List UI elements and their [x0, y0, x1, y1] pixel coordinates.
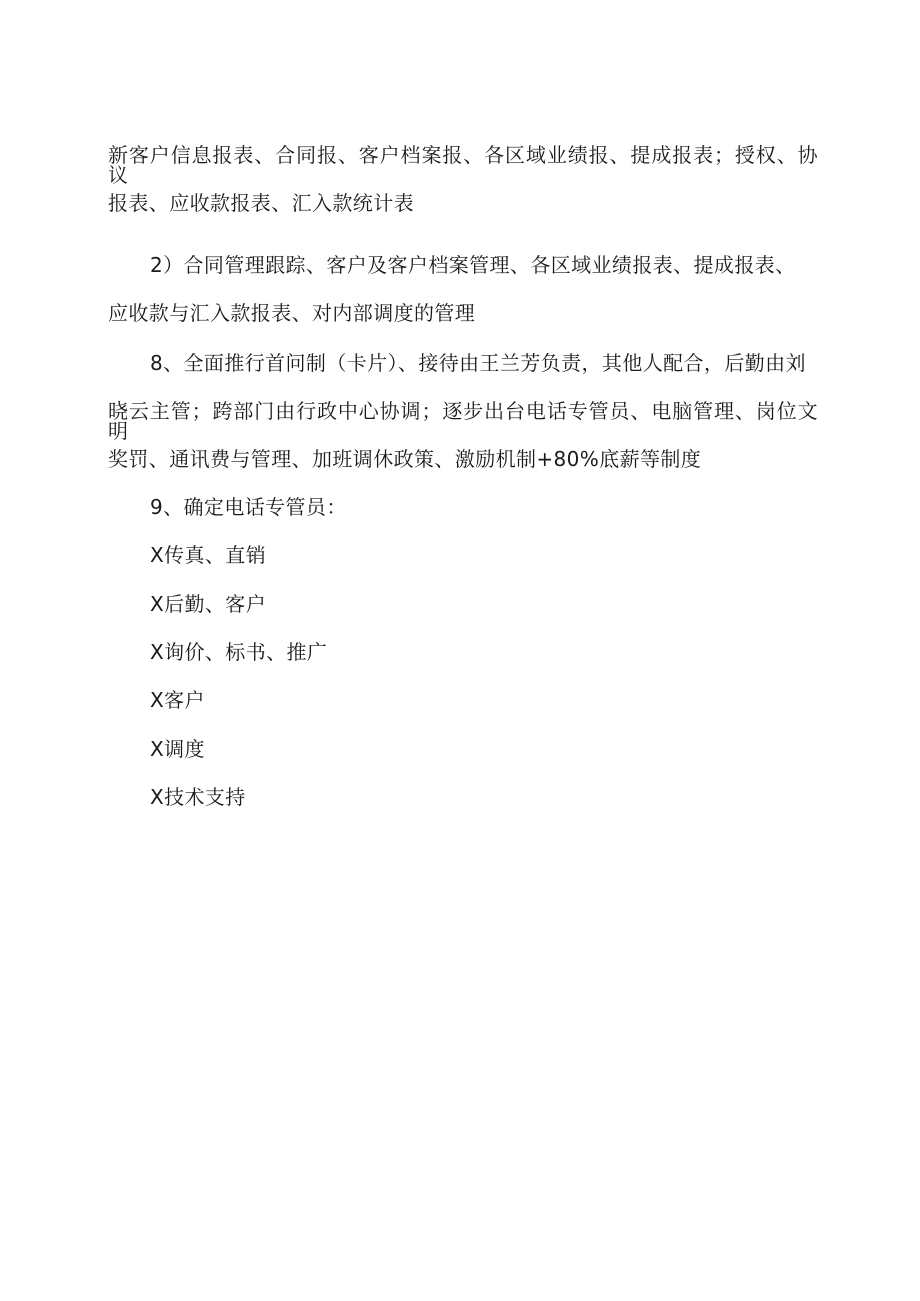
list-item: X客户	[150, 688, 205, 712]
list-item: X后勤、客户	[150, 592, 267, 616]
list-item: X调度	[150, 737, 205, 761]
paragraph-4-heading: 9、确定电话专管员：	[150, 495, 347, 519]
list-item: X传真、直销	[150, 543, 267, 567]
paragraph-3-line-2: 晓云主管；跨部门由行政中心协调；逐步出台电话专管员、电脑管理、岗位文明	[108, 399, 818, 443]
paragraph-1-line-2: 报表、应收款报表、汇入款统计表	[108, 191, 414, 215]
paragraph-1-line-1: 新客户信息报表、合同报、客户档案报、各区域业绩报、提成报表；授权、协议	[108, 143, 818, 187]
list-item: X询价、标书、推广	[150, 640, 328, 664]
paragraph-2-line-1: 2）合同管理跟踪、客户及客户档案管理、各区域业绩报表、提成报表、	[150, 253, 796, 277]
paragraph-2-line-2: 应收款与汇入款报表、对内部调度的管理	[108, 301, 476, 325]
paragraph-3-line-1: 8、全面推行首问制（卡片）、接待由王兰芳负责，其他人配合，后勤由刘	[150, 351, 806, 375]
paragraph-3-line-3: 奖罚、通讯费与管理、加班调休政策、激励机制+80%底薪等制度	[108, 447, 702, 471]
list-item: X技术支持	[150, 785, 246, 809]
